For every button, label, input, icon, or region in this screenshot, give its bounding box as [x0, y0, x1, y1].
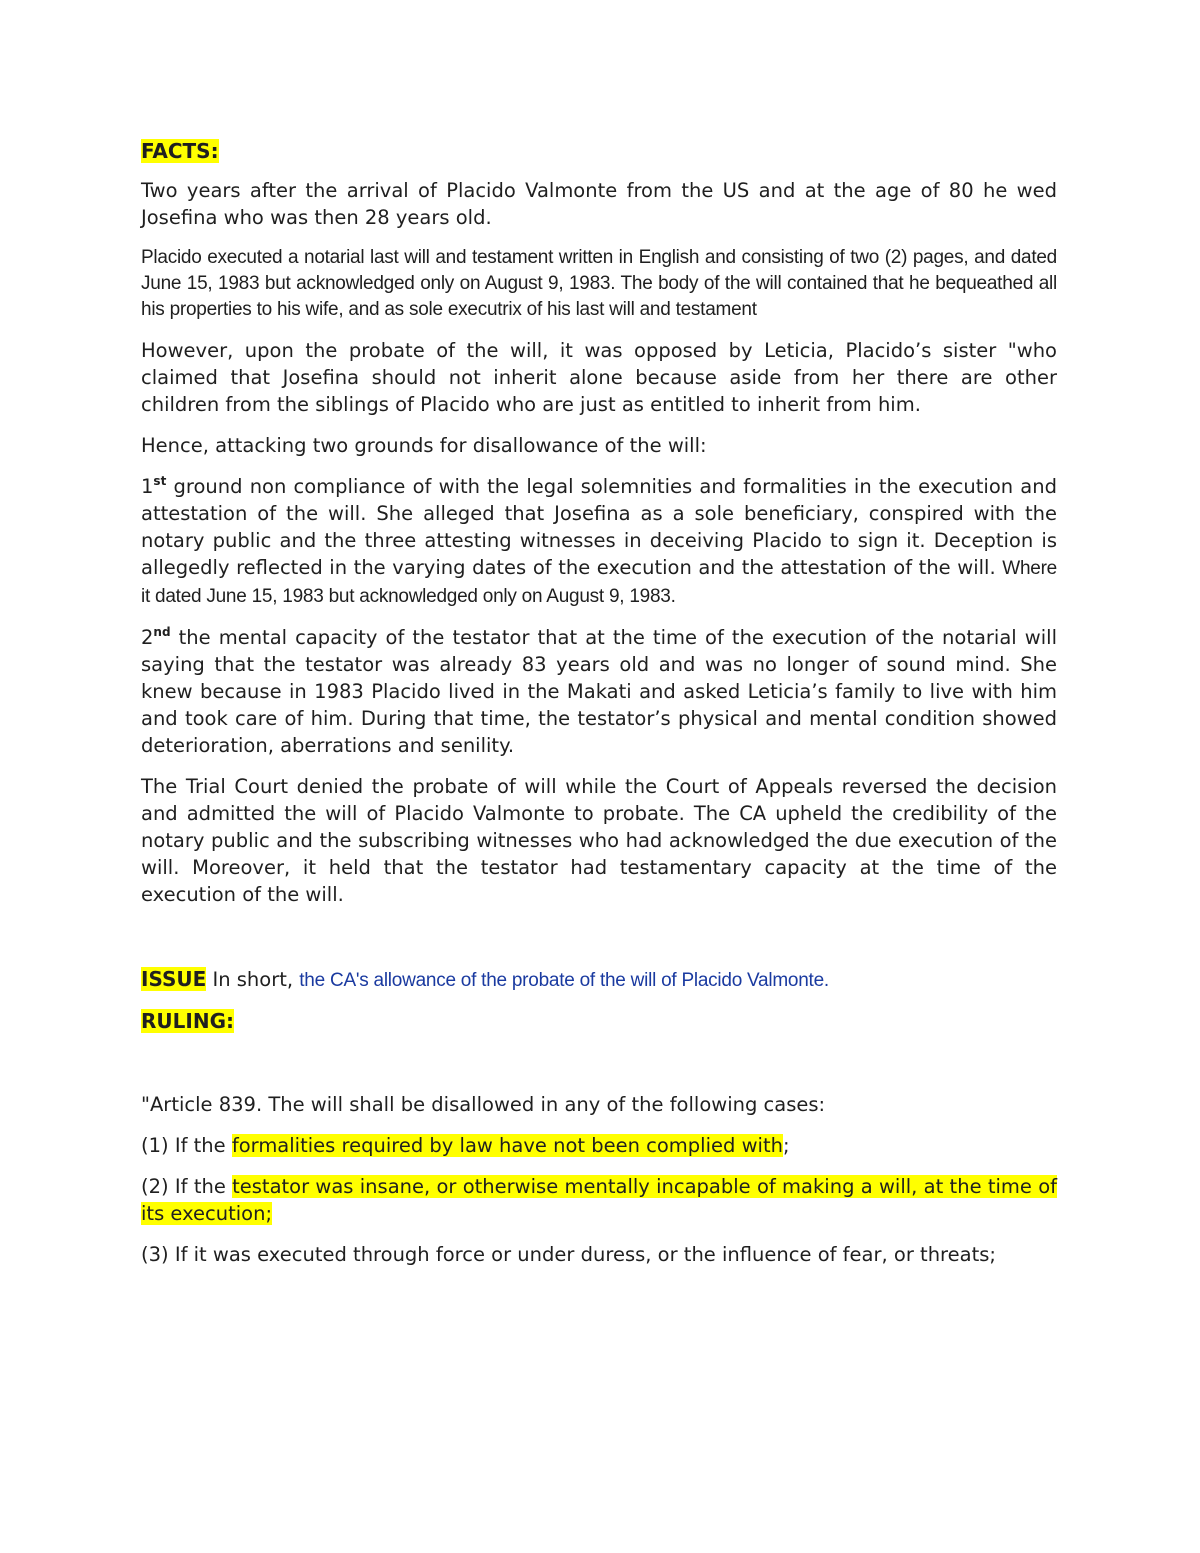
article-item-1-highlight: formalities required by law have not been complied with [231, 1134, 783, 1157]
ground-2-ordinal: nd [153, 625, 171, 639]
article-839-intro: "Article 839. The will shall be disallowed in any of the following cases: [141, 1093, 826, 1116]
issue-text: the CA's allowance of the probate of the will of Placido Valmonte. [299, 970, 829, 991]
article-item-2-highlight: testator was insane, or otherwise mentally incapable of making a will, at the time of its execution; [141, 1175, 1057, 1225]
article-item-2 [141, 1173, 1057, 1227]
facts-paragraph-4: Hence, attacking two grounds for disallowance of the will: [141, 434, 707, 457]
document-page [141, 138, 1057, 1282]
ruling-heading: RULING: [141, 1009, 234, 1033]
ground-2-paragraph [141, 624, 1057, 759]
facts-paragraph-2: Placido executed a notarial last will and testament written in English and consisting of two (2) pages, and dated June 15, 1983 but acknowledged only on August 9, 1983. The body of the will contained that he bequeathed all his properties to his wife, and as sole executrix of his last will and testament [141, 247, 1057, 320]
ruling-heading-line [141, 1008, 1057, 1035]
facts-heading-line [141, 138, 1057, 165]
issue-heading: ISSUE [141, 967, 207, 991]
ground-2-text: the mental capacity of the testator that at the time of the execution of the notarial will saying that the testator was already 83 years old and was no longer of sound mind. She knew because in 1983 Placido lived in the Makati and asked Leticia’s family to live with him and took care of him. During that time, the testator’s physical and mental condition showed deterioration, aberrations and senility. [141, 626, 1057, 757]
article-item-3: (3) If it was executed through force or under duress, or the influence of fear, or threats; [141, 1243, 996, 1266]
article-item-1 [141, 1132, 1057, 1159]
article-item-1-suffix: ; [782, 1134, 790, 1157]
facts-paragraph-3: However, upon the probate of the will, it was opposed by Leticia, Placido’s sister "who claimed that Josefina should not inherit alone because aside from her there are other children from the siblings of Placido who are just as entitled to inherit from him. [141, 339, 1057, 416]
ground-1-paragraph [141, 473, 1057, 610]
facts-paragraph-1: Two years after the arrival of Placido Valmonte from the US and at the age of 80 he wed Josefina who was then 28 years old. [141, 179, 1057, 229]
issue-line [141, 966, 1057, 994]
ground-1-text: ground non compliance of with the legal solemnities and formalities in the execution and attestation of the will. She alleged that Josefina as a sole beneficiary, conspired with the notary public and the three attesting witnesses in deceiving Placido to sign it. Deception is allegedly reflected in the varying dates of the execution and the attestation of the will. [141, 475, 1057, 579]
article-item-1-prefix: (1) If the [141, 1134, 232, 1157]
ground-2-number: 2 [141, 626, 154, 649]
ground-1-number: 1 [141, 475, 154, 498]
article-item-2-prefix: (2) If the [141, 1175, 233, 1198]
facts-paragraph-5: The Trial Court denied the probate of will while the Court of Appeals reversed the decision and admitted the will of Placido Valmonte to probate. The CA upheld the credibility of the notary public and the subscribing witnesses who had acknowledged the due execution of the will. Moreover, it held that the testator had testamentary capacity at the time of the execution of the will. [141, 775, 1057, 906]
issue-lead: In short, [206, 968, 300, 991]
ground-1-ordinal: st [153, 474, 167, 488]
facts-heading: FACTS: [141, 139, 219, 163]
ground-1-tail: Where it dated June 15, 1983 but acknowledged only on August 9, 1983. [141, 558, 1057, 607]
